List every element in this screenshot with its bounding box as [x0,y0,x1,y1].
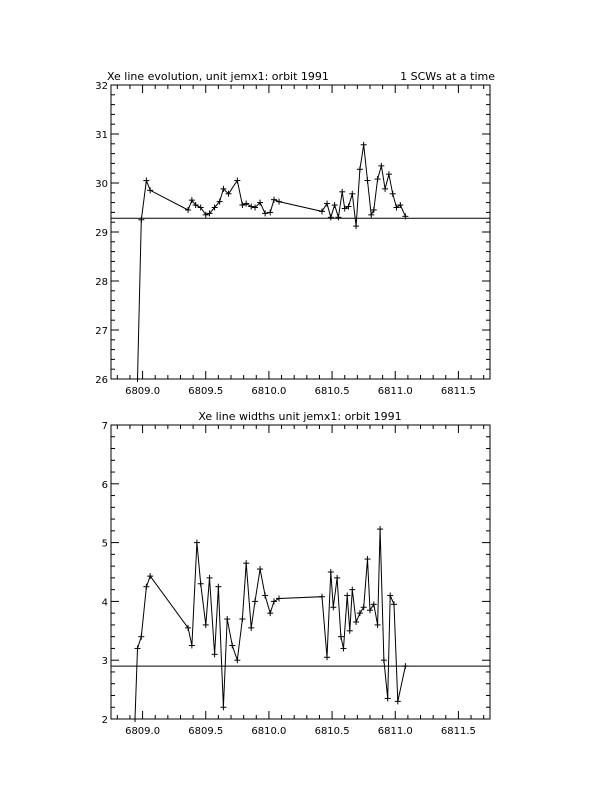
widths-data-point [198,581,204,587]
widths-data-point [203,622,209,628]
widths-panel [102,410,490,737]
evolution-data-point [349,191,355,197]
evolution-data-point [234,178,240,184]
widths-data-point [262,593,268,599]
evolution-data-point [143,178,149,184]
evolution-panel [95,70,495,397]
widths-x-tick-label: 6809.5 [188,726,224,737]
widths-data-point [375,622,381,628]
widths-data-point [402,663,408,669]
widths-data-point [267,610,273,616]
widths-x-tick-label: 6811.5 [440,726,476,737]
evolution-x-tick-label: 6809.5 [188,386,224,397]
widths-y-tick-label: 6 [101,479,108,491]
widths-y-tick-label: 5 [101,538,108,550]
evolution-data-point [248,204,254,210]
evolution-x-tick-label: 6810.5 [314,386,350,397]
widths-data-point [385,695,391,701]
widths-data-point [234,657,240,663]
widths-y-tick-label: 7 [101,421,108,432]
evolution-data-point [364,178,370,184]
evolution-chart-subtitle: 1 SCWs at a time [400,70,495,83]
widths-data-point [344,593,350,599]
widths-data-point [328,569,334,575]
evolution-data-point [135,376,141,382]
evolution-x-tick-label: 6811.5 [440,386,476,397]
evolution-data-point [147,187,153,193]
evolution-x-tick-label: 6809.0 [125,386,161,397]
evolution-data-point [382,186,388,192]
widths-x-tick-labels [125,726,476,737]
widths-plot-frame [111,425,490,719]
widths-x-tick-label: 6810.0 [251,726,287,737]
widths-data-point [189,643,195,649]
evolution-data-point [324,201,330,207]
widths-data-point [135,645,141,651]
evolution-data-point [390,191,396,197]
widths-data-point [194,540,200,546]
evolution-data-point [332,202,338,208]
widths-data-point [229,643,235,649]
evolution-data-point [386,171,392,177]
widths-data-point [132,716,138,722]
widths-data-point [212,651,218,657]
widths-axis-ticks [111,425,490,719]
evolution-axis-ticks [111,85,490,379]
widths-data-point [371,601,377,607]
widths-x-tick-label: 6811.0 [377,726,413,737]
widths-data-point [243,560,249,566]
evolution-y-tick-label: 29 [95,228,108,239]
evolution-data-point [339,189,345,195]
evolution-y-tick-label: 30 [95,179,108,190]
evolution-data-point [361,142,367,148]
widths-data-point [257,566,263,572]
widths-data-point [143,584,149,590]
widths-data-point [138,634,144,640]
widths-data-point [377,526,383,532]
evolution-data-point [203,212,209,218]
widths-chart-title: Xe line widths unit jemx1: orbit 1991 [198,410,402,423]
widths-y-tick-labels [102,421,108,726]
widths-data-point [349,587,355,593]
widths-data-point [271,598,277,604]
widths-x-tick-label: 6810.5 [314,726,350,737]
widths-data-point [334,575,340,581]
evolution-data-point [357,166,363,172]
widths-x-tick-label: 6809.0 [125,726,161,737]
widths-data-point [364,556,370,562]
evolution-series-markers [135,142,409,382]
widths-data-point [220,704,226,710]
widths-data-point [338,634,344,640]
evolution-data-point [353,223,359,229]
widths-data-point [387,593,393,599]
evolution-x-tick-label: 6810.0 [251,386,287,397]
evolution-y-tick-label: 28 [95,277,108,288]
widths-y-tick-label: 4 [101,597,108,609]
evolution-y-tick-label: 27 [95,326,108,337]
evolution-data-point [243,201,249,207]
evolution-plot-frame [111,85,490,379]
evolution-y-tick-label: 32 [95,81,108,92]
widths-data-point [224,616,230,622]
widths-data-point [347,628,353,634]
widths-series-line [135,529,405,719]
evolution-data-point [328,214,334,220]
widths-data-point [319,594,325,600]
evolution-data-point [239,202,245,208]
widths-data-point [340,645,346,651]
widths-y-tick-label: 2 [101,715,108,726]
widths-data-point [361,604,367,610]
widths-data-point [276,595,282,601]
evolution-data-point [319,208,325,214]
evolution-x-tick-label: 6811.0 [377,386,413,397]
widths-data-point [381,657,387,663]
evolution-data-point [267,209,273,215]
evolution-chart-title: Xe line evolution, unit jemx1: orbit 1991 [107,70,329,83]
evolution-y-tick-label: 26 [95,375,108,386]
widths-data-point [367,607,373,613]
widths-data-point [239,616,245,622]
widths-y-tick-label: 3 [101,656,108,668]
evolution-x-tick-labels [125,386,476,397]
widths-data-point [207,575,213,581]
widths-data-point [395,698,401,704]
evolution-data-point [335,214,341,220]
evolution-data-point [378,163,384,169]
evolution-y-tick-labels [95,81,108,386]
evolution-data-point [375,176,381,182]
widths-data-point [330,604,336,610]
widths-data-point [353,619,359,625]
widths-data-point [215,584,221,590]
evolution-data-point [185,207,191,213]
widths-data-point [391,601,397,607]
evolution-y-tick-label: 31 [95,130,108,141]
widths-data-point [324,654,330,660]
evolution-series-line [138,145,406,379]
widths-data-point [357,610,363,616]
evolution-data-point [138,217,144,223]
widths-data-point [248,625,254,631]
widths-data-point [252,598,258,604]
widths-series-markers [132,526,408,722]
evolution-data-point [262,210,268,216]
